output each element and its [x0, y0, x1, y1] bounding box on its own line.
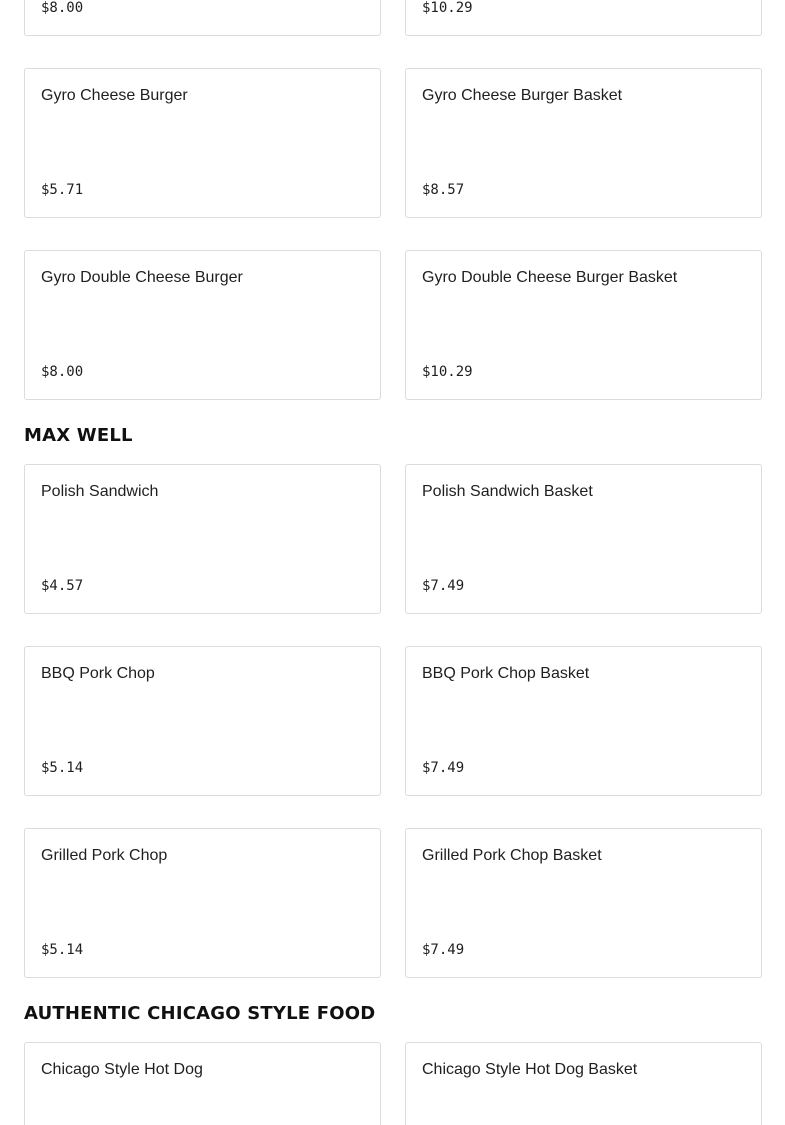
- section-heading-max-well: MAX WELL: [24, 425, 133, 446]
- menu-item-name: Gyro Double Cheese Burger: [41, 269, 243, 286]
- menu-item-name: Gyro Double Cheese Burger Basket: [422, 269, 678, 286]
- menu-item-card[interactable]: [405, 828, 762, 978]
- menu-item-price: $8.00: [41, 364, 84, 380]
- menu-item-card[interactable]: [24, 68, 381, 218]
- menu-item-name: Chicago Style Hot Dog: [41, 1061, 203, 1078]
- menu-item-card[interactable]: [24, 0, 381, 36]
- menu-item-name: Chicago Style Hot Dog Basket: [422, 1061, 638, 1078]
- menu-item-card[interactable]: [405, 646, 762, 796]
- menu-item-price: $5.14: [41, 942, 84, 958]
- menu-item-card[interactable]: [405, 1042, 762, 1125]
- menu-item-name: Grilled Pork Chop: [41, 847, 168, 864]
- menu-item-name: BBQ Pork Chop: [41, 665, 155, 682]
- menu-item-price: $7.49: [422, 942, 465, 958]
- menu-item-price: $5.71: [41, 182, 84, 198]
- menu-item-price: $8.57: [422, 182, 465, 198]
- menu-item-name: Polish Sandwich Basket: [422, 483, 593, 500]
- menu-item-card[interactable]: [405, 68, 762, 218]
- menu-item-card[interactable]: [24, 1042, 381, 1125]
- section-heading-chicago: AUTHENTIC CHICAGO STYLE FOOD: [24, 1003, 376, 1024]
- menu-item-card[interactable]: [24, 464, 381, 614]
- menu-item-price: $7.49: [422, 760, 465, 776]
- menu-item-price: $7.49: [422, 578, 465, 594]
- menu-item-card[interactable]: [24, 646, 381, 796]
- menu-item-price: $10.29: [422, 0, 473, 16]
- menu-item-card[interactable]: [24, 828, 381, 978]
- menu-item-name: Gyro Cheese Burger Basket: [422, 87, 623, 104]
- menu-item-price: $10.29: [422, 364, 473, 380]
- menu-item-name: Grilled Pork Chop Basket: [422, 847, 602, 864]
- menu-item-name: Gyro Cheese Burger: [41, 87, 188, 104]
- menu-item-card[interactable]: [405, 0, 762, 36]
- menu-item-card[interactable]: [405, 464, 762, 614]
- menu-item-card[interactable]: [24, 250, 381, 400]
- menu-item-price: $8.00: [41, 0, 84, 16]
- menu-item-name: BBQ Pork Chop Basket: [422, 665, 590, 682]
- menu-item-price: $4.57: [41, 578, 84, 594]
- menu-item-name: Polish Sandwich: [41, 483, 159, 500]
- menu-item-card[interactable]: [405, 250, 762, 400]
- menu-item-price: $5.14: [41, 760, 84, 776]
